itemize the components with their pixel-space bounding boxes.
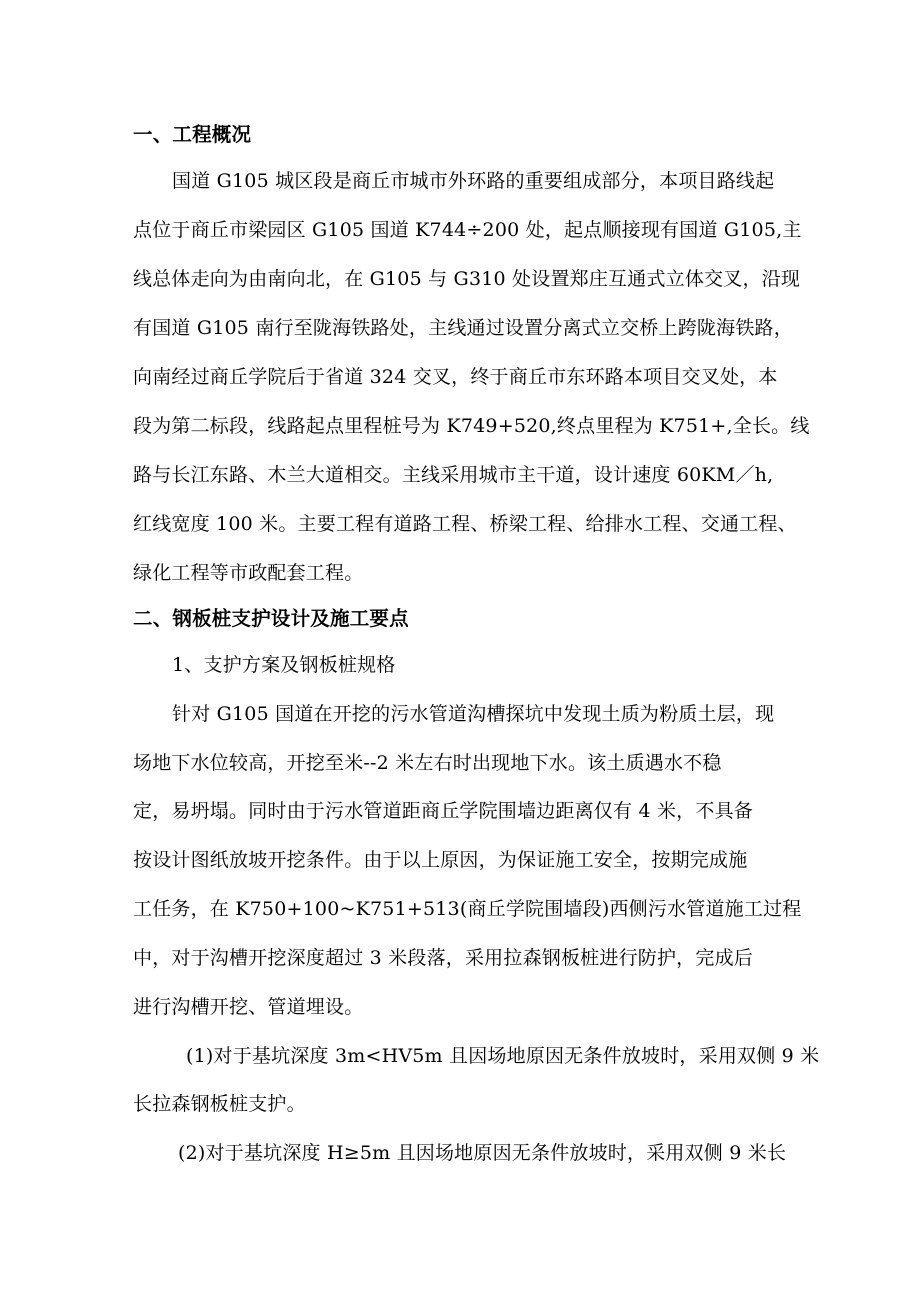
paragraph-line: 定，易坍塌。同时由于污水管道距商丘学院围墙边距离仅有 4 米，不具备 — [133, 800, 753, 822]
paragraph-line: 按设计图纸放坡开挖条件。由于以上原因，为保证施工安全，按期完成施 — [133, 849, 748, 871]
section-heading-sheet-pile: 二、钢板桩支护设计及施工要点 — [133, 607, 409, 630]
paragraph-line: 红线宽度 100 米。主要工程有道路工程、桥梁工程、给排水工程、交通工程、 — [133, 513, 797, 535]
paragraph-line: 段为第二标段，线路起点里程桩号为 K749+520,终点里程为 K751+,全长。线 — [133, 415, 810, 437]
section-heading-overview: 一、工程概况 — [133, 123, 252, 146]
list-item-line: (1)对于基坑深度 3m<HV5m 且因场地原因无条件放坡时，采用双侧 9 米 — [186, 1045, 820, 1067]
paragraph-line: 路与长江东路、木兰大道相交。主线采用城市主干道，设计速度 60KM／h, — [133, 464, 774, 486]
paragraph-line: 中，对于沟槽开挖深度超过 3 米段落，采用拉森钢板桩进行防护，完成后 — [133, 947, 753, 969]
paragraph-line: 工任务，在 K750+100~K751+513(商丘学院围墙段)西侧污水管道施工过程 — [133, 898, 802, 920]
paragraph-line: 进行沟槽开挖、管道埋设。 — [133, 996, 364, 1018]
list-item-line: (2)对于基坑深度 H≥5m 且因场地原因无条件放坡时，采用双侧 9 米长 — [178, 1142, 787, 1164]
subheading-support-plan: 1、支护方案及钢板桩规格 — [172, 654, 396, 676]
paragraph-line: 点位于商丘市梁园区 G105 国道 K744÷200 处，起点顺接现有国道 G105,主 — [133, 219, 802, 241]
paragraph-line: 国道 G105 城区段是商丘市城市外环路的重要组成部分，本项目路线起 — [172, 170, 775, 192]
list-item-line: 长拉森钢板桩支护。 — [133, 1093, 306, 1115]
paragraph-line: 向南经过商丘学院后于省道 324 交叉，终于商丘市东环路本项目交叉处，本 — [133, 366, 778, 388]
paragraph-line: 场地下水位较高，开挖至米--2 米左右时出现地下水。该土质遇水不稳 — [133, 752, 722, 774]
paragraph-line: 有国道 G105 南行至陇海铁路处，主线通过设置分离式立交桥上跨陇海铁路， — [133, 317, 793, 339]
paragraph-line: 线总体走向为由南向北，在 G105 与 G310 处设置郑庄互通式立体交叉，沿现 — [133, 268, 801, 290]
paragraph-line: 绿化工程等市政配套工程。 — [133, 562, 364, 584]
paragraph-line: 针对 G105 国道在开挖的污水管道沟槽探坑中发现土质为粉质土层，现 — [172, 703, 775, 725]
